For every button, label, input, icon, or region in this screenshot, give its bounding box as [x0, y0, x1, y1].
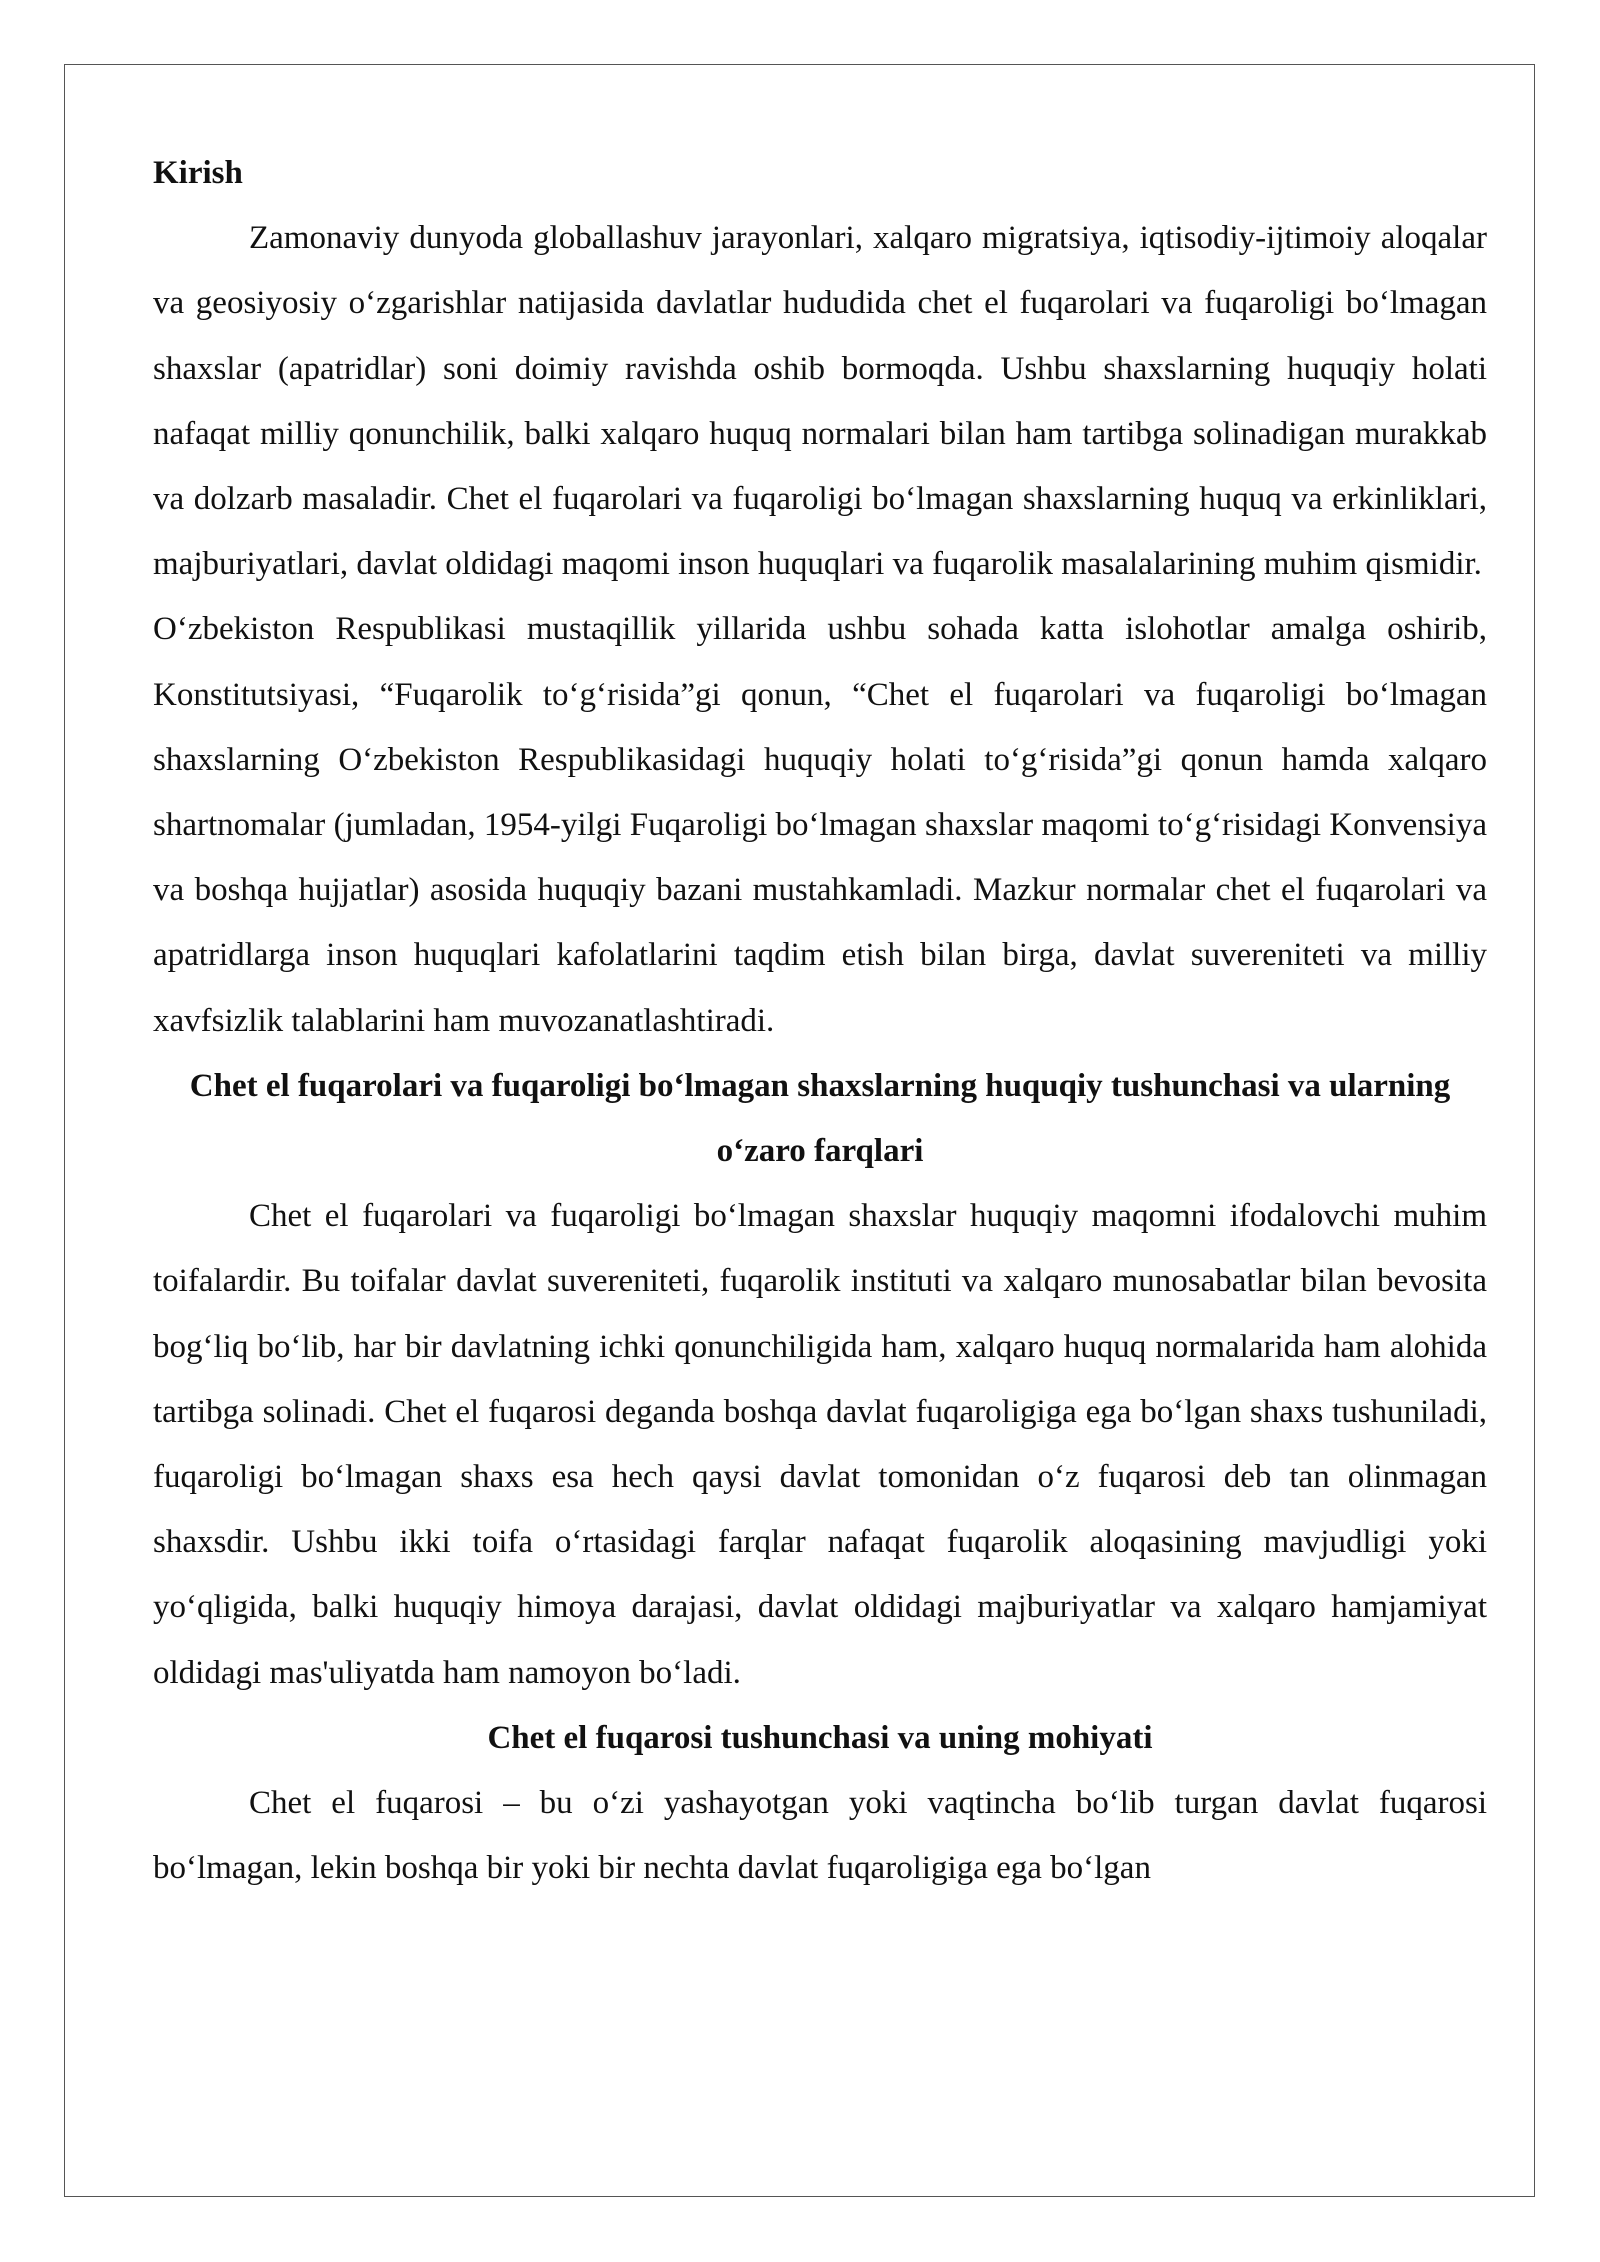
document-body: [153, 141, 1487, 1901]
section-2-heading: Chet el fuqarosi tushunchasi va uning mohiyati: [487, 1719, 1153, 1756]
intro-paragraph-2: O‘zbekiston Respublikasi mustaqillik yillarida ushbu sohada katta islohotlar amalga oshirib, Konstitutsiyasi, “Fuqarolik to‘g‘risida”gi qonun, “Chet el fuqarolari va fuqaroligi bo‘lmagan shaxslarning O‘zbekiston Respublikasidagi huquqiy holati to‘g‘risida”gi qonun hamda xalqaro shartnomalar (jumladan, 1954-yilgi Fuqaroligi bo‘lmagan shaxslar maqomi to‘g‘risidagi Konvensiya va boshqa hujjatlar) asosida huquqiy bazani mustahkamladi. Mazkur normalar chet el fuqarolari va apatridlarga inson huquqlari kafolatlarini taqdim etish bilan birga, davlat suvereniteti va milliy xavfsizlik talablarini ham muvozanatlashtiradi.: [153, 611, 1487, 1039]
section-1-paragraph: Chet el fuqarolari va fuqaroligi bo‘lmagan shaxslar huquqiy maqomni ifodalovchi muhim toifalardir. Bu toifalar davlat suvereniteti, fuqarolik instituti va xalqaro munosabatlar bilan bevosita bog‘liq bo‘lib, har bir davlatning ichki qonunchiligida ham, xalqaro huquq normalarida ham alohida tartibga solinadi. Chet el fuqarosi deganda boshqa davlat fuqaroligiga ega bo‘lgan shaxs tushuniladi, fuqaroligi bo‘lmagan shaxs esa hech qaysi davlat tomonidan o‘z fuqarosi deb tan olinmagan shaxsdir. Ushbu ikki toifa o‘rtasidagi farqlar nafaqat fuqarolik aloqasining mavjudligi yoki yo‘qligida, balki huquqiy himoya darajasi, davlat oldidagi majburiyatlar va xalqaro hamjamiyat oldidagi mas'uliyatda ham namoyon bo‘ladi.: [153, 1198, 1487, 1691]
heading-introduction: Kirish: [153, 155, 243, 191]
section-2-paragraph: Chet el fuqarosi – bu o‘zi yashayotgan yoki vaqtincha bo‘lib turgan davlat fuqarosi bo‘lmagan, lekin boshqa bir yoki bir nechta davlat fuqaroligiga ega bo‘lgan: [153, 1785, 1487, 1887]
section-1-heading: Chet el fuqarolari va fuqaroligi bo‘lmagan shaxslarning huquqiy tushunchasi va ularning o‘zaro farqlari: [189, 1067, 1451, 1170]
intro-paragraph-1: Zamonaviy dunyoda globallashuv jarayonlari, xalqaro migratsiya, iqtisodiy-ijtimoiy aloqalar va geosiyosiy o‘zgarishlar natijasida davlatlar hududida chet el fuqarolari va fuqaroligi bo‘lmagan shaxslar (apatridlar) soni doimiy ravishda oshib bormoqda. Ushbu shaxslarning huquqiy holati nafaqat milliy qonunchilik, balki xalqaro huquq normalari bilan ham tartibga solinadigan murakkab va dolzarb masaladir. Chet el fuqarolari va fuqaroligi bo‘lmagan shaxslarning huquq va erkinliklari, majburiyatlari, davlat oldidagi maqomi inson huquqlari va fuqarolik masalalarining muhim qismidir.: [153, 220, 1487, 583]
